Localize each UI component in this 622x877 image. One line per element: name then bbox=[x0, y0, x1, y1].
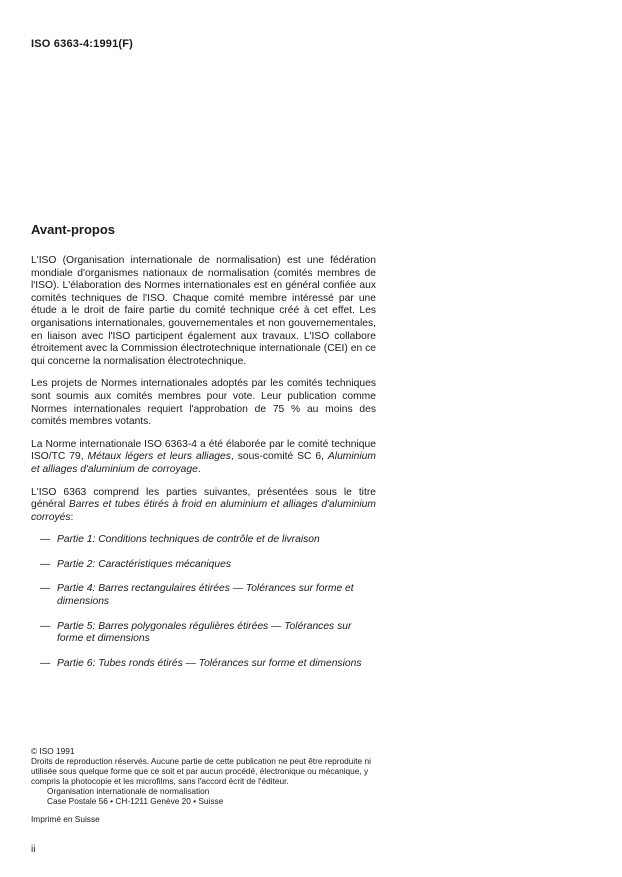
dash: — bbox=[40, 558, 51, 570]
document-id: ISO 6363-4:1991(F) bbox=[31, 38, 134, 50]
part-title: Partie 6: Tubes ronds étirés — Tolérances sur forme et dimensions bbox=[57, 657, 362, 669]
organisation-name: Organisation internationale de normalisation bbox=[47, 786, 210, 796]
dash: — bbox=[40, 534, 51, 546]
committee-text-a: La Norme internationale ISO 6363-4 a été élaborée par le comité technique ISO/TC 79, bbox=[31, 438, 376, 463]
part-title: Partie 2: Caractéristiques mécaniques bbox=[57, 558, 231, 570]
part-title: Partie 1: Conditions techniques de contrôle et de livraison bbox=[57, 534, 320, 546]
copyright-line: © ISO 1991 bbox=[31, 746, 75, 756]
part-title: Partie 5: Barres polygonales régulières étirées — Tolérances sur forme et dimensions bbox=[57, 620, 352, 645]
page-number: ii bbox=[31, 844, 36, 855]
copyright-block bbox=[31, 746, 376, 824]
organisation-address: Case Postale 56 • CH-1211 Genève 20 • Suisse bbox=[47, 796, 224, 806]
committee-text-e: . bbox=[197, 463, 201, 475]
list-item bbox=[31, 621, 376, 646]
rights-statement: Droits de reproduction réservés. Aucune partie de cette publication ne peut être reproduite ni utilisée sous quelque forme que ce soit et par aucun procédé, électronique ou mécanique, y compris la photocopie et les microfilms, sans l'accord écrit de l'éditeur. bbox=[31, 756, 371, 786]
part-title: Partie 4: Barres rectangulaires étirées — Tolérances sur forme et dimensions bbox=[57, 583, 354, 608]
list-item bbox=[31, 583, 376, 608]
paragraph-iso-intro: L'ISO (Organisation internationale de normalisation) est une fédération mondiale d'organismes nationaux de normalisation (comités membres de l'ISO). L'élaboration des Normes internationales est en général confiée aux comités techniques de l'ISO. Chaque comité membre intéressé par une étude a le droit de faire partie du comité technique créé à cet effet. Les organisations internationales, gouvernementales et non gouvernementales, en liaison avec l'ISO participent également aux travaux. L'ISO collabore étroitement avec la Commission électrotechnique internationale (CEI) en ce qui concerne la normalisation électrotechnique. bbox=[31, 255, 376, 367]
subcommittee-name: Aluminium et alliages d'aluminium de corroyage bbox=[31, 451, 376, 475]
foreword-body bbox=[31, 255, 376, 682]
list-item bbox=[31, 534, 376, 547]
dash: — bbox=[40, 583, 51, 595]
printed-in: Imprimé en Suisse bbox=[31, 814, 100, 824]
committee-name: Métaux légers et leurs alliages bbox=[87, 451, 231, 463]
dash: — bbox=[40, 620, 51, 632]
list-item bbox=[31, 559, 376, 572]
dash: — bbox=[40, 657, 51, 669]
general-title: Barres et tubes étirés à froid en aluminium et alliages d'aluminium corroyés bbox=[31, 499, 376, 523]
committee-text-c: , sous-comité SC 6, bbox=[230, 451, 328, 463]
parts-intro-text-c: : bbox=[70, 511, 74, 523]
parts-list bbox=[31, 534, 376, 670]
list-item bbox=[31, 658, 376, 671]
parts-intro-text-a: L'ISO 6363 comprend les parties suivantes, présentées sous le titre général bbox=[31, 486, 376, 511]
paragraph-parts-intro bbox=[31, 487, 376, 525]
paragraph-committee bbox=[31, 439, 376, 477]
paragraph-voting: Les projets de Normes internationales adoptés par les comités techniques sont soumis aux comités membres pour vote. Leur publication comme Normes internationales requiert l'approbation de 75 % au moins des comités membres votants. bbox=[31, 378, 376, 428]
section-title: Avant-propos bbox=[31, 222, 116, 237]
